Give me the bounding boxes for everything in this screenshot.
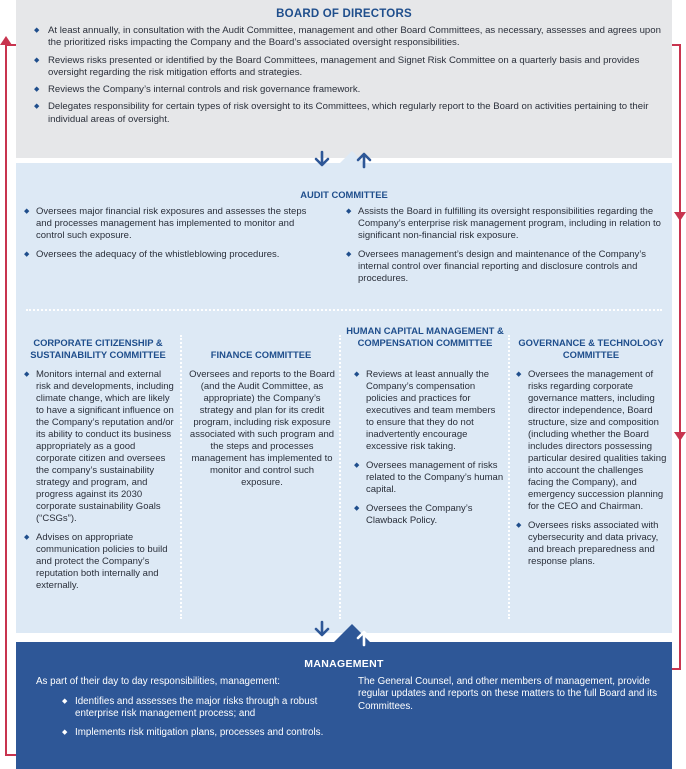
audit-divider bbox=[26, 309, 662, 311]
left-flow-line bbox=[5, 44, 7, 755]
gtc-committee-title: GOVERNANCE & TECHNOLOGY COMMITTEE bbox=[518, 337, 664, 360]
management-section bbox=[16, 642, 672, 769]
hcmc-item: ◆ Reviews at least annually the Company’s compensation policies and practices for executives and team members to ensure that they do not inadvertently encourage excessive risk taking. bbox=[354, 369, 504, 453]
management-intro: As part of their day to day responsibilities, management: bbox=[36, 676, 280, 687]
ccs-item: ◆ Advises on appropriate communication policies to build and protect the Company’s reputation both internally and externally. bbox=[24, 532, 176, 592]
management-item: ◆ Identifies and assesses the major risks through a robust enterprise risk management process; and bbox=[62, 696, 352, 721]
hcmc-item: ◆ Oversees the Company’s Clawback Policy. bbox=[354, 503, 504, 527]
left-flow-bottom-connector bbox=[5, 754, 16, 756]
committee-management-connector bbox=[300, 612, 390, 652]
board-committee-connector bbox=[300, 140, 390, 180]
left-flow-arrowhead-icon bbox=[0, 36, 12, 46]
board-list bbox=[34, 25, 664, 131]
hcmc-list bbox=[354, 369, 504, 534]
gtc-list bbox=[516, 369, 668, 575]
audit-item: ◆ Oversees the adequacy of the whistleblowing procedures. bbox=[24, 249, 324, 261]
hcmc-item: ◆ Oversees management of risks related to the Company’s human capital. bbox=[354, 460, 504, 496]
management-title: MANAGEMENT bbox=[304, 658, 384, 670]
audit-item: ◆ Oversees major financial risk exposures and assesses the steps and processes management has implemented to monitor and control such exposure. bbox=[24, 206, 324, 242]
finance-text: Oversees and reports to the Board (and the Audit Committee, as appropriate) the Company’s strategy and plan for its credit program, including risk exposure associated with such program and the steps and processes management has implemented to monitor and control such exposure. bbox=[189, 369, 335, 488]
ccs-item: ◆ Monitors internal and external risk and developments, including climate change, which are likely to have a significant influence on the Company’s reputation and/or its ability to conduct its business appropriately as a good corporate citizen and oversees the company’s sustainability strategy and program, and progress against its 2030 corporate sustainability Goals (“CSGs”). bbox=[24, 369, 176, 525]
board-item: ◆ At least annually, in consultation with the Audit Committee, management and other Board Committees, as necessary, assesses and agrees upon the prioritized risks impacting the Company and the Board’s associated oversight responsibilities. bbox=[34, 25, 664, 50]
committee-divider bbox=[508, 335, 510, 619]
board-item: ◆ Reviews risks presented or identified by the Board Committees, management and Signet Risk Committee on a quarterly basis and provides oversight regarding the risk mitigation efforts and strategies. bbox=[34, 55, 664, 80]
audit-item: ◆ Oversees management’s design and maintenance of the Company’s internal control over financial reporting and disclosure controls and procedures. bbox=[346, 249, 666, 285]
right-flow-arrowhead-icon-2 bbox=[674, 432, 686, 442]
right-flow-arrowhead-icon-1 bbox=[674, 212, 686, 222]
finance-committee-title: FINANCE COMMITTEE bbox=[210, 349, 312, 360]
hcmc-committee-title: HUMAN CAPITAL MANAGEMENT & COMPENSATION COMMITTEE bbox=[346, 325, 504, 348]
committees-panel bbox=[16, 163, 672, 633]
management-right-text: The General Counsel, and other members of management, provide regular updates and reports on these matters to the full Board and its Committees. bbox=[358, 676, 657, 712]
committee-divider bbox=[180, 335, 182, 619]
board-title: BOARD OF DIRECTORS bbox=[276, 8, 412, 20]
right-flow-bottom-connector bbox=[672, 668, 681, 670]
gtc-item: ◆ Oversees risks associated with cybersecurity and data privacy, and breach preparedness and response plans. bbox=[516, 520, 668, 568]
management-item: ◆ Implements risk mitigation plans, processes and controls. bbox=[62, 727, 352, 739]
committee-divider bbox=[339, 335, 341, 619]
audit-committee-title: AUDIT COMMITTEE bbox=[300, 189, 388, 200]
audit-right-list bbox=[346, 206, 666, 292]
right-flow-top-connector bbox=[672, 44, 681, 46]
management-list bbox=[62, 696, 352, 745]
right-flow-line bbox=[679, 44, 681, 669]
gtc-item: ◆ Oversees the management of risks regarding corporate governance matters, including director independence, Board structure, size and composition (including whether the Board includes directors possessing particular desired qualities taking into account the challenges facing the Company), and emergency succession planning for the CEO and Chairman. bbox=[516, 369, 668, 513]
audit-left-list bbox=[24, 206, 324, 268]
audit-item: ◆ Assists the Board in fulfilling its oversight responsibilities regarding the Company’s enterprise risk management program, including in relation to significant non-financial risk exposure. bbox=[346, 206, 666, 242]
board-of-directors-section bbox=[16, 0, 672, 158]
board-item: ◆ Delegates responsibility for certain types of risk oversight to its Committees, which regularly report to the Board on activities pertaining to their individual areas of oversight. bbox=[34, 101, 664, 126]
ccs-list bbox=[24, 369, 176, 599]
board-item: ◆ Reviews the Company’s internal controls and risk governance framework. bbox=[34, 84, 664, 96]
ccs-committee-title: CORPORATE CITIZENSHIP & SUSTAINABILITY COMMITTEE bbox=[30, 337, 166, 360]
